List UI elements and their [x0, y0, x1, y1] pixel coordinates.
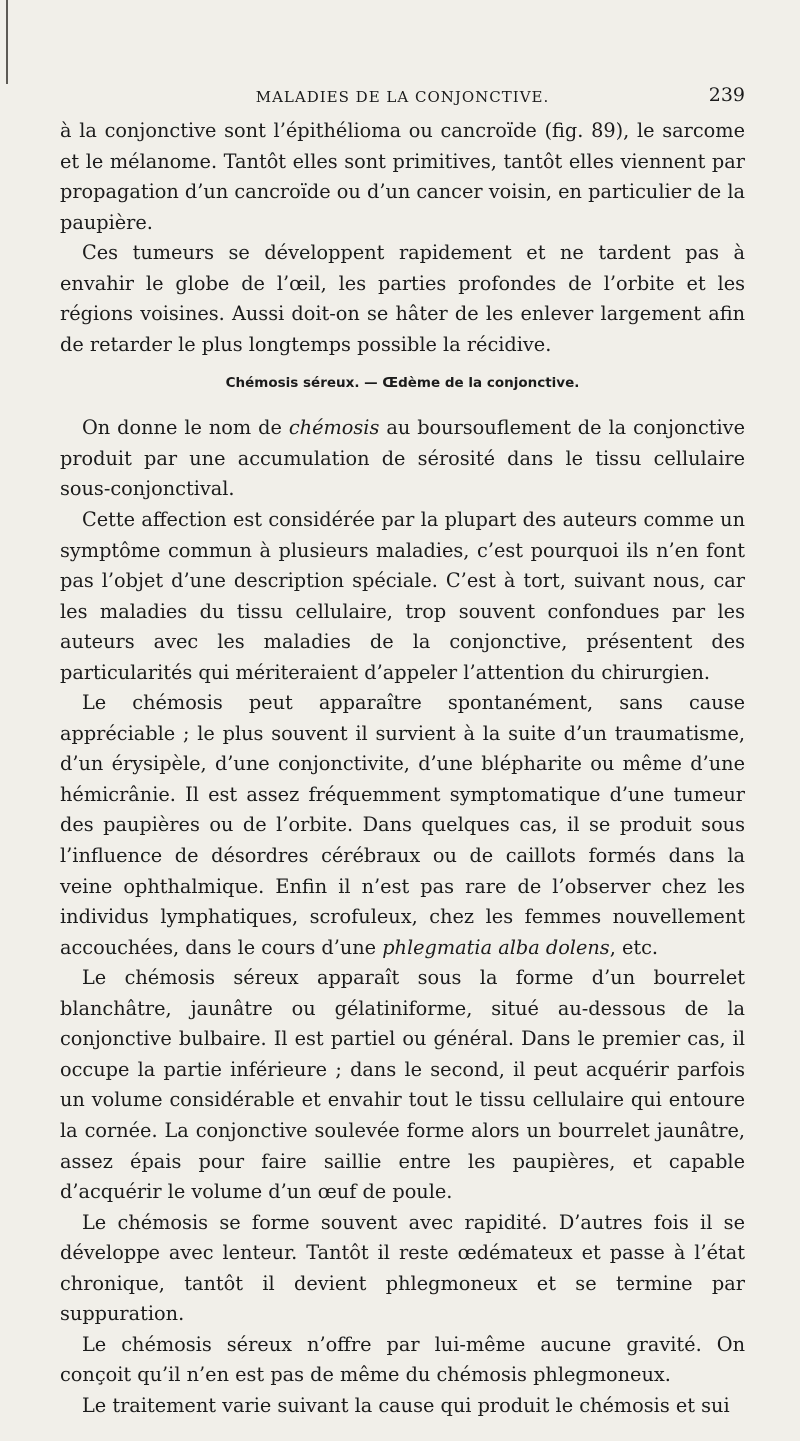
text-run: Le chémosis peut apparaître spontanément, sans cause appréciable ; le plus souvent il survient à la suite d’un traumatisme, d’un érysipèle, d’une conjonctivite, d’une blépharite ou même d’une hémicrânie. Il est assez fréquemment symptomatique d’une tumeur des paupières ou de l’orbite. Dans quelques cas, il se produit sous l’influence de désordres cérébraux ou de caillots formés dans la veine ophthalmique. Enfin il n’est pas rare de l’observer chez les individus lymphatiques, scrofuleux, chez les femmes nouvellement accouchées, dans le cours d’une [60, 691, 745, 959]
paragraph: Ces tumeurs se développent rapidement et ne tardent pas à envahir le globe de l’œil, les parties profondes de l’orbite et les régions voisines. Aussi doit-on se hâter de les enlever largement afin de retarder le plus longtemps possible la récidive. [60, 241, 745, 356]
text-run: au boursouflement de la conjonctive produit par une accumulation de sérosité dans le tissu cellulaire sous-conjonctival. [60, 416, 745, 501]
page-number: 239 [708, 84, 745, 106]
paragraph: Le chémosis séreux n’offre par lui-même aucune gravité. On conçoit qu’il n’en est pas de même du chémosis phlegmoneux. [60, 1332, 745, 1387]
text-run: On donne le nom de [82, 416, 289, 440]
paragraph: Cette affection est considérée par la plupart des auteurs comme un symptôme commun à plusieurs maladies, c’est pourquoi ils n’en font pas l’objet d’une description spéciale. C’est à tort, suivant nous, car les maladies du tissu cellulaire, trop souvent confondues par les auteurs avec les maladies de la conjonctive, présentent des particularités qui mériteraient d’appeler l’attention du chirurgien. [60, 508, 745, 684]
italic-term: phlegmatia alba dolens [382, 935, 610, 959]
page-edge-line [6, 0, 8, 84]
running-title: MALADIES DE LA CONJONCTIVE. [255, 88, 550, 106]
paragraph-continuation: à la conjonctive sont l’épithélioma ou cancroïde (fig. 89), le sarcome et le mélanome. Tantôt elles sont primitives, tantôt elles viennent par propagation d’un cancroïde ou d’un cancer voisin, en particulier de la paupière. [60, 119, 745, 234]
paragraph: Le chémosis se forme souvent avec rapidité. D’autres fois il se développe avec lenteur. Tantôt il reste œdémateux et passe à l’état chronique, tantôt il devient phlegmoneux et se termine par suppuration. [60, 1210, 745, 1326]
paragraph-causes [60, 688, 745, 963]
running-header [60, 84, 745, 110]
paragraph-truncated: Le traitement varie suivant la cause qui produit le chémosis et sui [82, 1393, 730, 1417]
text-run: , etc. [609, 935, 659, 959]
paragraph: Le chémosis séreux apparaît sous la forme d’un bourrelet blanchâtre, jaunâtre ou gélatiniforme, situé au-dessous de la conjonctive bulbaire. Il est partiel ou général. Dans le premier cas, il occupe la partie inférieure ; dans le second, il peut acquérir parfois un volume considérable et envahir tout le tissu cellulaire qui entoure la cornée. La conjonctive soulevée forme alors un bourrelet jaunâtre, assez épais pour faire saillie entre les paupières, et capable d’acquérir le volume d’un œuf de poule. [60, 966, 745, 1204]
section-heading: Chémosis séreux. — Œdème de la conjonctive. [225, 375, 580, 392]
paragraph-definition [60, 413, 745, 505]
body-text [60, 116, 745, 1421]
italic-term: chémosis [288, 416, 380, 440]
